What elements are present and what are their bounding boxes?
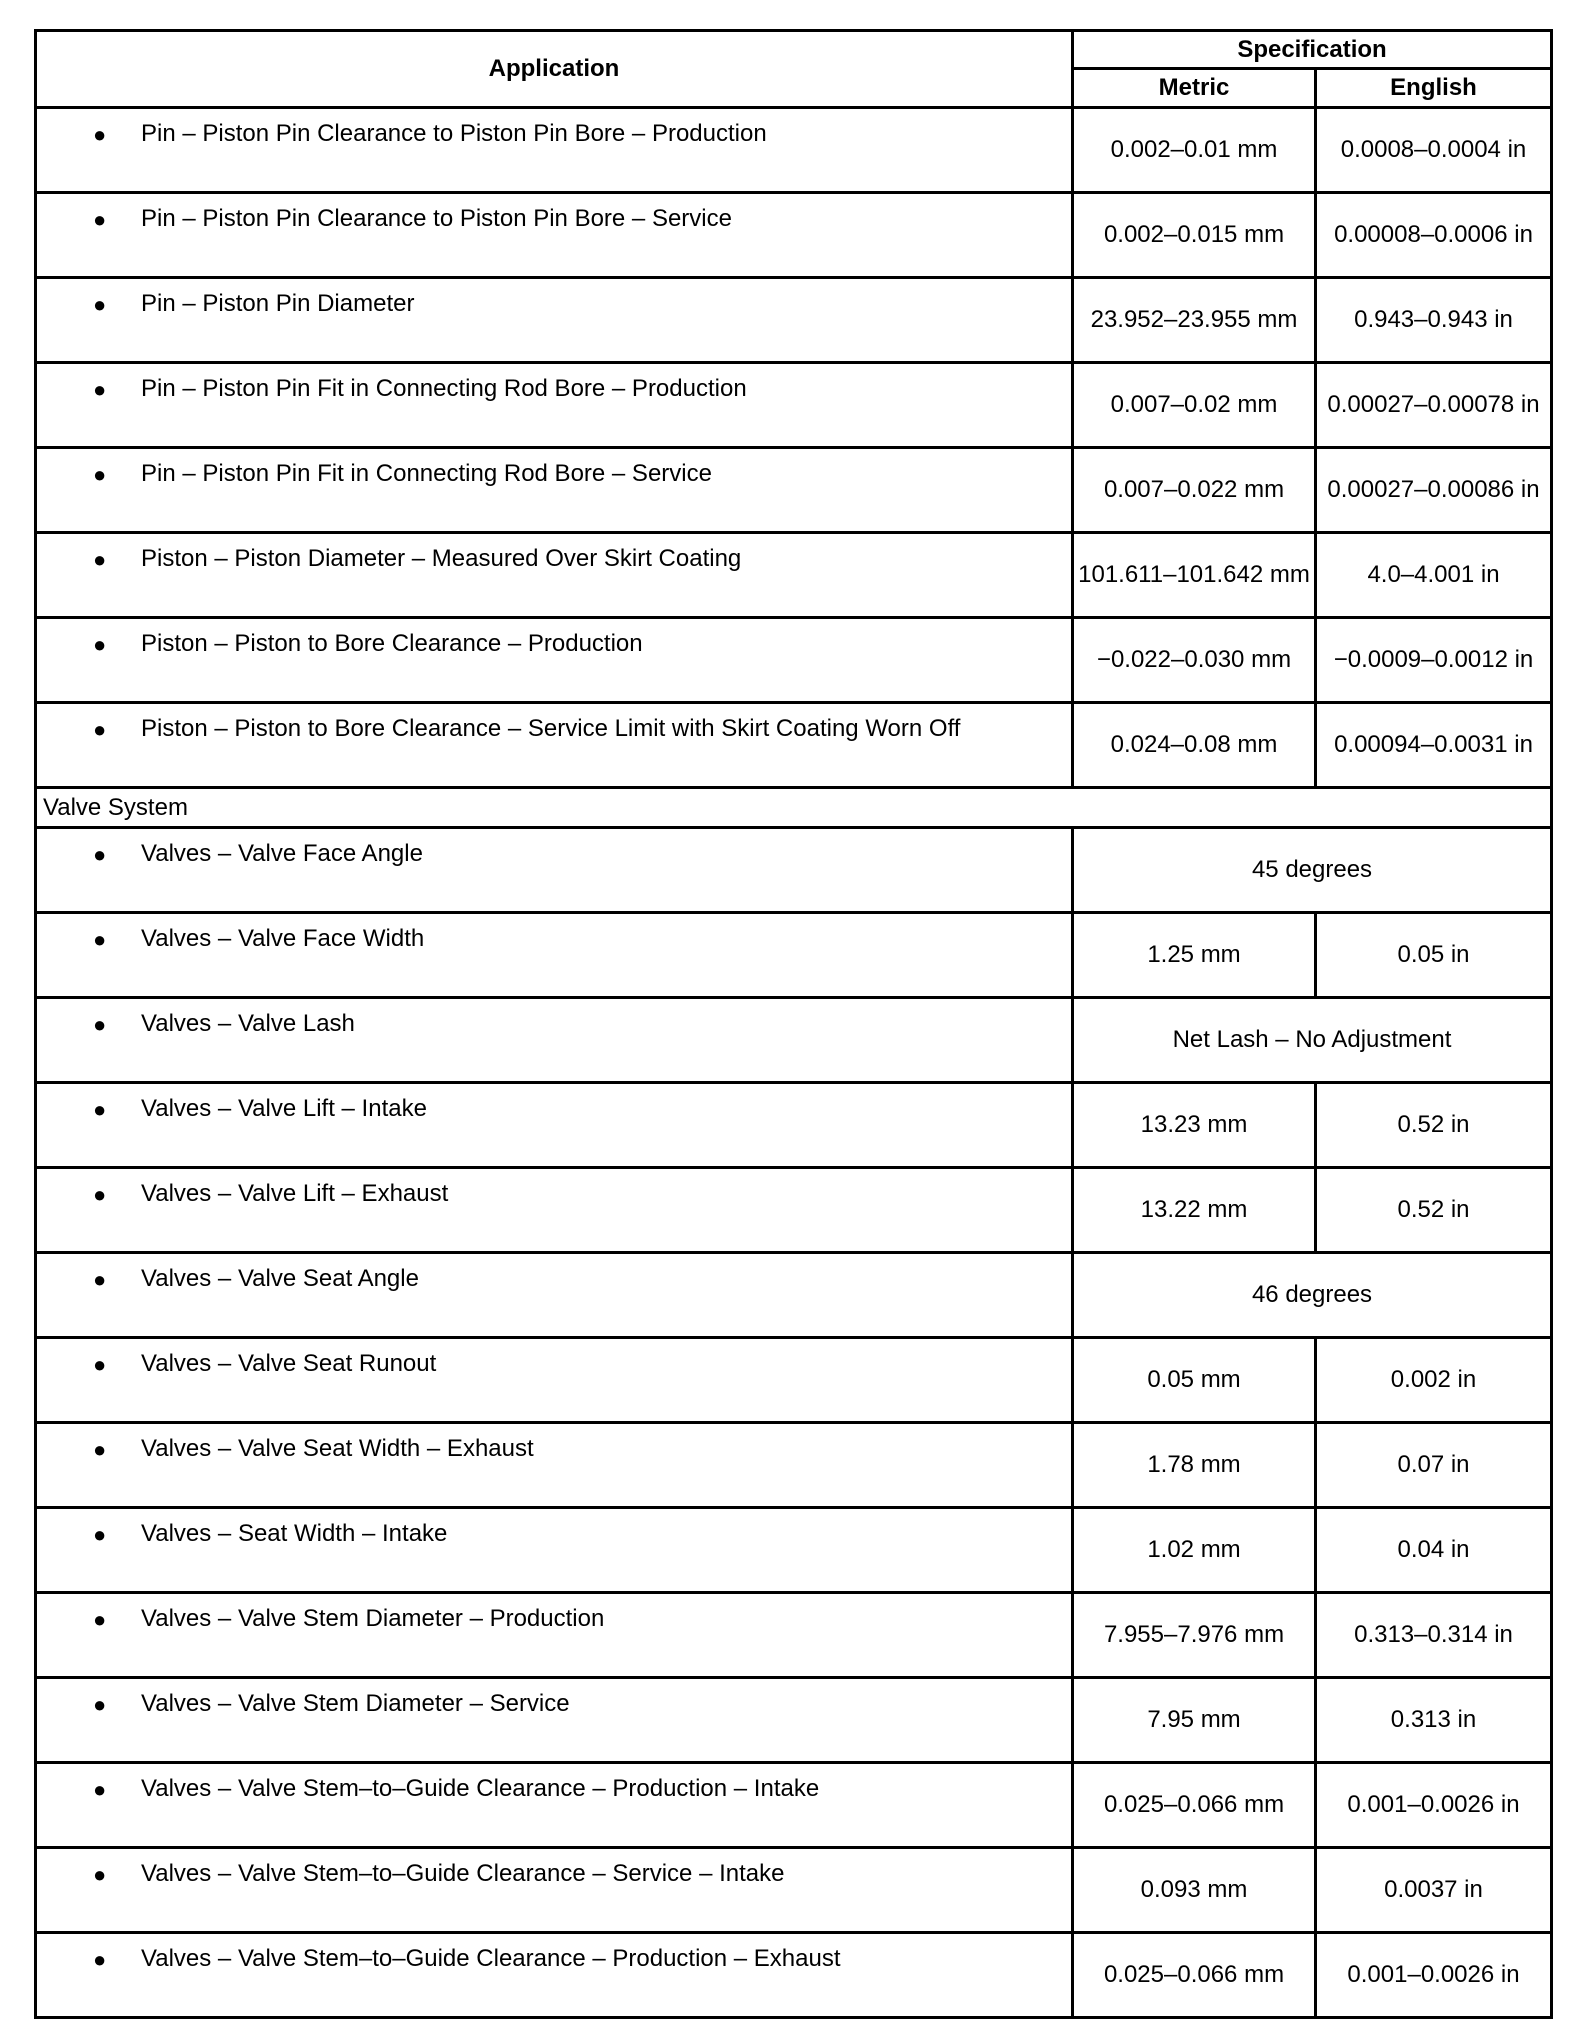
application-text: Valves – Valve Seat Angle xyxy=(141,1265,419,1292)
application-text: Valves – Valve Seat Runout xyxy=(141,1350,437,1377)
bullet-icon: ● xyxy=(93,1777,107,1802)
bullet-icon: ● xyxy=(93,632,107,657)
specification-header: Specification xyxy=(1073,31,1552,69)
bullet-icon: ● xyxy=(93,1607,107,1632)
application-cell xyxy=(36,913,1073,998)
english-value: 0.001–0.0026 in xyxy=(1316,1933,1552,2018)
bullet-icon: ● xyxy=(93,292,107,317)
application-text: Valves – Seat Width – Intake xyxy=(141,1520,448,1547)
application-text: Valves – Valve Lift – Intake xyxy=(141,1095,427,1122)
section-row xyxy=(36,788,1552,828)
table-row xyxy=(36,193,1552,278)
application-text: Valves – Valve Lift – Exhaust xyxy=(141,1180,449,1207)
metric-value: −0.022–0.030 mm xyxy=(1073,618,1316,703)
application-cell xyxy=(36,998,1073,1083)
application-cell xyxy=(36,1508,1073,1593)
application-cell xyxy=(36,363,1073,448)
table-row xyxy=(36,1083,1552,1168)
metric-value: 1.25 mm xyxy=(1073,913,1316,998)
application-text: Valves – Valve Lash xyxy=(141,1010,355,1037)
table-row xyxy=(36,1423,1552,1508)
english-value: 0.002 in xyxy=(1316,1338,1552,1423)
metric-value: 101.611–101.642 mm xyxy=(1073,533,1316,618)
bullet-icon: ● xyxy=(93,1522,107,1547)
specification-table xyxy=(34,29,1553,2019)
english-value: 0.001–0.0026 in xyxy=(1316,1763,1552,1848)
english-value: 0.52 in xyxy=(1316,1083,1552,1168)
application-cell xyxy=(36,193,1073,278)
bullet-icon: ● xyxy=(93,122,107,147)
english-value: 0.07 in xyxy=(1316,1423,1552,1508)
application-text: Valves – Valve Face Angle xyxy=(141,840,423,867)
english-value: 0.0037 in xyxy=(1316,1848,1552,1933)
metric-value: 23.952–23.955 mm xyxy=(1073,278,1316,363)
application-text: Pin – Piston Pin Clearance to Piston Pin Bore – Service xyxy=(141,205,732,232)
application-header: Application xyxy=(36,31,1073,108)
table-row xyxy=(36,1593,1552,1678)
metric-value: 0.002–0.015 mm xyxy=(1073,193,1316,278)
application-cell xyxy=(36,1593,1073,1678)
metric-value: 0.05 mm xyxy=(1073,1338,1316,1423)
application-text: Valves – Valve Stem–to–Guide Clearance – Production – Intake xyxy=(141,1775,820,1802)
table-row xyxy=(36,618,1552,703)
table-row xyxy=(36,703,1552,788)
application-cell xyxy=(36,1933,1073,2018)
metric-value: 13.23 mm xyxy=(1073,1083,1316,1168)
application-text: Piston – Piston Diameter – Measured Over Skirt Coating xyxy=(141,545,742,572)
table-row xyxy=(36,1508,1552,1593)
metric-header: Metric xyxy=(1073,69,1316,108)
metric-value: 0.007–0.022 mm xyxy=(1073,448,1316,533)
combined-value: 45 degrees xyxy=(1073,828,1552,913)
bullet-icon: ● xyxy=(93,1352,107,1377)
application-cell xyxy=(36,1848,1073,1933)
bullet-icon: ● xyxy=(93,207,107,232)
english-value: 0.04 in xyxy=(1316,1508,1552,1593)
english-value: 0.00008–0.0006 in xyxy=(1316,193,1552,278)
application-text: Valves – Valve Seat Width – Exhaust xyxy=(141,1435,534,1462)
bullet-icon: ● xyxy=(93,462,107,487)
application-text: Pin – Piston Pin Diameter xyxy=(141,290,415,317)
table-row xyxy=(36,1848,1552,1933)
metric-value: 0.002–0.01 mm xyxy=(1073,108,1316,193)
application-cell xyxy=(36,533,1073,618)
application-cell xyxy=(36,1168,1073,1253)
table-row xyxy=(36,108,1552,193)
application-cell xyxy=(36,703,1073,788)
english-value: 0.52 in xyxy=(1316,1168,1552,1253)
application-cell xyxy=(36,828,1073,913)
table-body xyxy=(36,108,1552,2018)
english-value: −0.0009–0.0012 in xyxy=(1316,618,1552,703)
bullet-icon: ● xyxy=(93,1012,107,1037)
bullet-icon: ● xyxy=(93,547,107,572)
table-row xyxy=(36,1763,1552,1848)
bullet-icon: ● xyxy=(93,1692,107,1717)
application-cell xyxy=(36,1763,1073,1848)
bullet-icon: ● xyxy=(93,1182,107,1207)
table-row xyxy=(36,533,1552,618)
english-value: 0.05 in xyxy=(1316,913,1552,998)
table-row xyxy=(36,1168,1552,1253)
metric-value: 0.025–0.066 mm xyxy=(1073,1933,1316,2018)
english-value: 0.00027–0.00086 in xyxy=(1316,448,1552,533)
table-row xyxy=(36,1678,1552,1763)
application-text: Valves – Valve Stem Diameter – Service xyxy=(141,1690,570,1717)
metric-value: 0.025–0.066 mm xyxy=(1073,1763,1316,1848)
combined-value: 46 degrees xyxy=(1073,1253,1552,1338)
english-value: 0.313 in xyxy=(1316,1678,1552,1763)
application-text: Pin – Piston Pin Fit in Connecting Rod Bore – Production xyxy=(141,375,747,402)
table-row xyxy=(36,998,1552,1083)
application-text: Valves – Valve Face Width xyxy=(141,925,425,952)
application-cell xyxy=(36,1083,1073,1168)
english-value: 4.0–4.001 in xyxy=(1316,533,1552,618)
metric-value: 0.024–0.08 mm xyxy=(1073,703,1316,788)
bullet-icon: ● xyxy=(93,1097,107,1122)
application-cell xyxy=(36,618,1073,703)
application-cell xyxy=(36,1253,1073,1338)
table-row xyxy=(36,278,1552,363)
english-header: English xyxy=(1316,69,1552,108)
english-value: 0.943–0.943 in xyxy=(1316,278,1552,363)
table-row xyxy=(36,913,1552,998)
metric-value: 1.02 mm xyxy=(1073,1508,1316,1593)
application-cell xyxy=(36,278,1073,363)
bullet-icon: ● xyxy=(93,1862,107,1887)
table-row xyxy=(36,1933,1552,2018)
table-row xyxy=(36,828,1552,913)
english-value: 0.00027–0.00078 in xyxy=(1316,363,1552,448)
application-cell xyxy=(36,108,1073,193)
application-cell xyxy=(36,1423,1073,1508)
bullet-icon: ● xyxy=(93,1267,107,1292)
bullet-icon: ● xyxy=(93,1947,107,1972)
application-cell xyxy=(36,448,1073,533)
bullet-icon: ● xyxy=(93,377,107,402)
application-text: Pin – Piston Pin Fit in Connecting Rod Bore – Service xyxy=(141,460,712,487)
metric-value: 0.007–0.02 mm xyxy=(1073,363,1316,448)
table-row xyxy=(36,1253,1552,1338)
metric-value: 7.95 mm xyxy=(1073,1678,1316,1763)
metric-value: 1.78 mm xyxy=(1073,1423,1316,1508)
metric-value: 7.955–7.976 mm xyxy=(1073,1593,1316,1678)
bullet-icon: ● xyxy=(93,842,107,867)
application-text: Valves – Valve Stem–to–Guide Clearance – Production – Exhaust xyxy=(141,1945,841,1972)
english-value: 0.00094–0.0031 in xyxy=(1316,703,1552,788)
metric-value: 0.093 mm xyxy=(1073,1848,1316,1933)
application-text: Piston – Piston to Bore Clearance – Production xyxy=(141,630,643,657)
bullet-icon: ● xyxy=(93,1437,107,1462)
metric-value: 13.22 mm xyxy=(1073,1168,1316,1253)
english-value: 0.0008–0.0004 in xyxy=(1316,108,1552,193)
section-heading: Valve System xyxy=(36,788,1552,828)
table-row xyxy=(36,448,1552,533)
application-text: Valves – Valve Stem–to–Guide Clearance – Service – Intake xyxy=(141,1860,785,1887)
combined-value: Net Lash – No Adjustment xyxy=(1073,998,1552,1083)
application-text: Pin – Piston Pin Clearance to Piston Pin Bore – Production xyxy=(141,120,767,147)
application-cell xyxy=(36,1678,1073,1763)
application-cell xyxy=(36,1338,1073,1423)
application-text: Piston – Piston to Bore Clearance – Service Limit with Skirt Coating Worn Off xyxy=(141,715,961,742)
table-row xyxy=(36,1338,1552,1423)
bullet-icon: ● xyxy=(93,927,107,952)
table-row xyxy=(36,363,1552,448)
bullet-icon: ● xyxy=(93,717,107,742)
application-text: Valves – Valve Stem Diameter – Production xyxy=(141,1605,605,1632)
english-value: 0.313–0.314 in xyxy=(1316,1593,1552,1678)
